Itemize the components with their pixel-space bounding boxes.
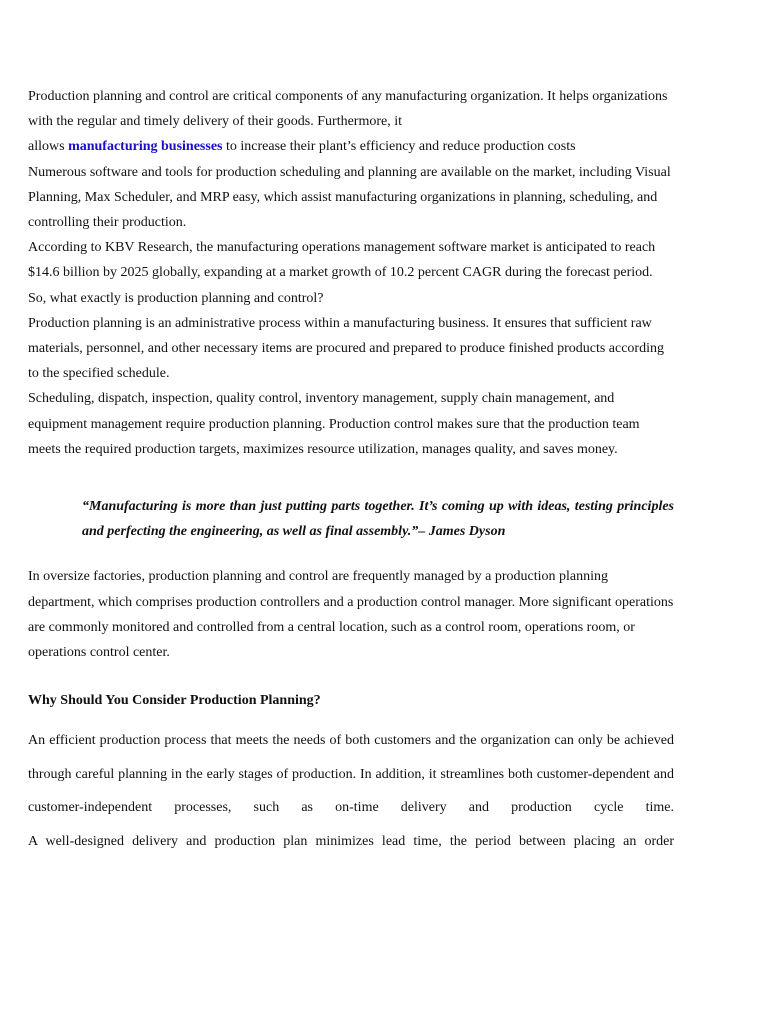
section-heading: Why Should You Consider Production Planning? — [28, 693, 321, 709]
intro-paragraph-4: According to KBV Research, the manufacturing operations management software market is anticipated to reach $14.6 billion by 2025 globally, expanding at a market growth of 10.2 percent CAGR during the forecast period. — [28, 240, 656, 281]
intro-paragraph-2-suffix: to increase their plant’s efficiency and reduce production costs — [222, 139, 576, 155]
intro-paragraph-5: So, what exactly is production planning and control? — [28, 290, 324, 306]
production-planning-section — [28, 724, 674, 858]
james-dyson-quote: “Manufacturing is more than just putting parts together. It’s coming up with ideas, testing principles and perfecting the engineering, as well as final assembly.”– James Dyson — [82, 499, 674, 540]
intro-paragraph-3: Numerous software and tools for production scheduling and planning are available on the market, including Visual Planning, Max Scheduler, and MRP easy, which assist manufacturing organizations in planning, scheduling, and controlling their production. — [28, 164, 671, 231]
manufacturing-businesses-link[interactable]: manufacturing businesses — [68, 139, 223, 155]
intro-paragraph-1: Production planning and control are critical components of any manufacturing organization. It helps organizations with the regular and timely delivery of their goods. Furthermore, it — [28, 89, 668, 130]
intro-paragraph-7: Scheduling, dispatch, inspection, quality control, inventory management, supply chain management, and equipment management require production planning. Production control makes sure that the production team meets the required production targets, maximizes resource utilization, manages quality, and saves money. — [28, 391, 640, 457]
intro-paragraph-2 — [28, 134, 674, 159]
intro-paragraph-6: Production planning is an administrative process within a manufacturing business. It ensures that sufficient raw materials, personnel, and other necessary items are procured and prepared to produce finished products according to the specified schedule. — [28, 315, 664, 382]
oversize-factories-section — [28, 564, 674, 665]
oversize-factories-paragraph: In oversize factories, production planning and control are frequently managed by a production planning department, which comprises production controllers and a production control manager. More significant operations are commonly monitored and controlled from a central location, such as a control room, operations room, or operations control center. — [28, 569, 674, 661]
document-page — [28, 84, 674, 858]
intro-section — [28, 84, 674, 462]
efficient-process-paragraph: An efficient production process that meets the needs of both customers and the organization can only be achieved through careful planning in the early stages of production. In addition, it streamlines both customer-dependent and customer-independent processes, such as on-time delivery and production cycle time. — [28, 733, 674, 816]
delivery-plan-paragraph: A well-designed delivery and production plan minimizes lead time, the period between placing an order — [28, 833, 674, 849]
intro-paragraph-2-prefix: allows — [28, 139, 69, 155]
